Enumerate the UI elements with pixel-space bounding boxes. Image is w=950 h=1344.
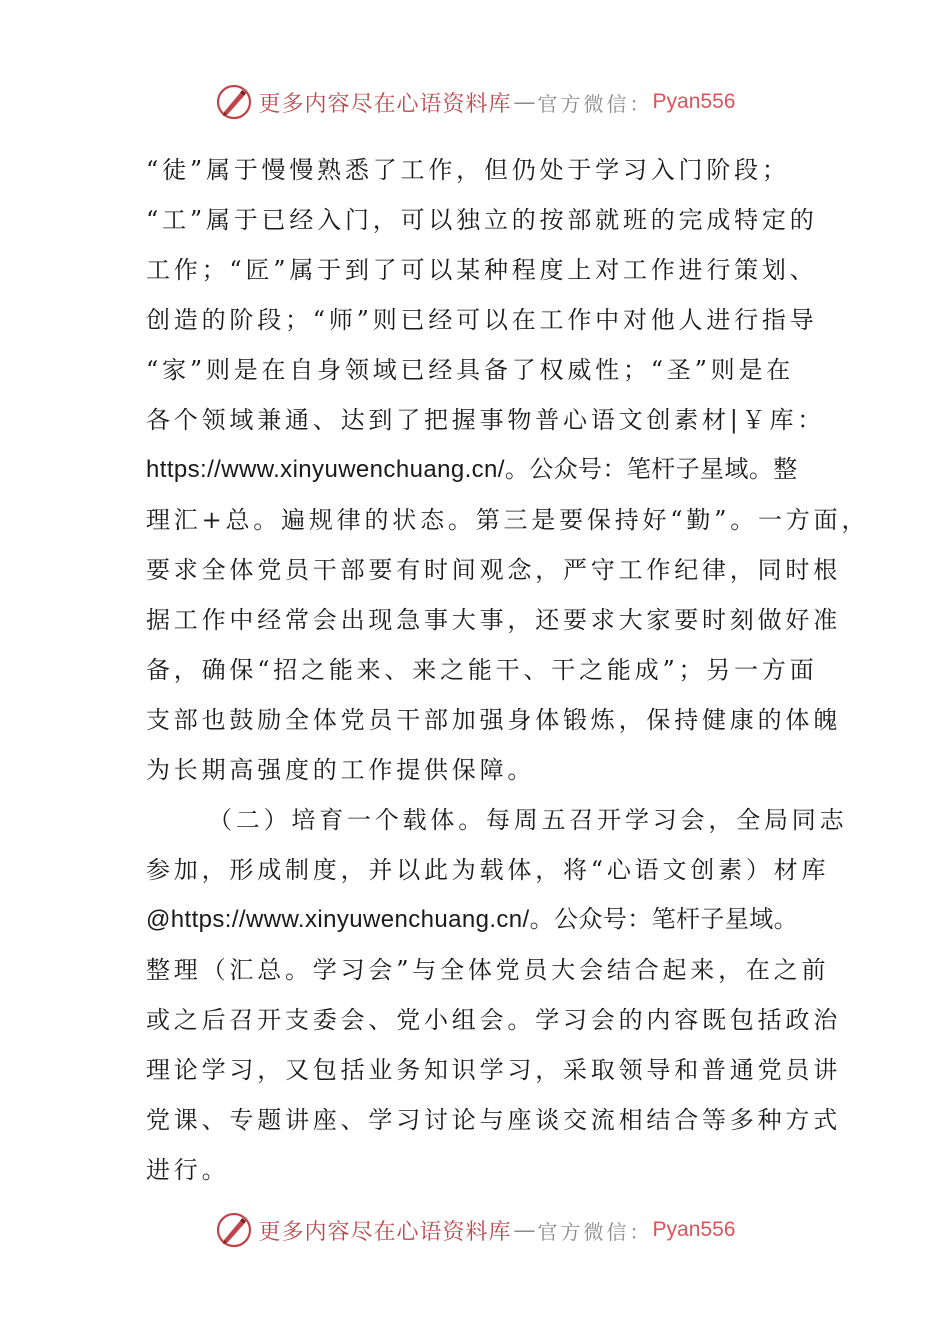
- header-wechat-label: 官方微信：: [537, 91, 653, 116]
- body-line: 整理（汇总。学习会”与全体党员大会结合起来，在之前: [146, 956, 830, 984]
- body-line: 参加，形成制度，并以此为载体，将“心语文创素）材库: [146, 856, 830, 884]
- pen-logo-icon: [215, 83, 253, 121]
- body-line: 支部也鼓励全体党员干部加强身体锻炼，保持健康的体魄: [146, 706, 841, 734]
- body-line: 进行。: [146, 1156, 230, 1184]
- header-separator: —: [513, 89, 536, 115]
- body-line-url: @https://www.xinyuwenchuang.cn/。公众号：笔杆子星域。: [146, 906, 799, 933]
- body-line: 要求全体党员干部要有时间观念，严守工作纪律，同时根: [146, 556, 841, 584]
- header-banner: [0, 80, 950, 124]
- section-heading-line: （二）培育一个载体。每周五召开学习会，全局同志: [208, 806, 848, 834]
- body-line-url: https://www.xinyuwenchuang.cn/。公众号：笔杆子星域。整: [146, 456, 798, 483]
- body-line: 理论学习，又包括业务知识学习，采取领导和普通党员讲: [146, 1056, 841, 1084]
- body-line: 创造的阶段；“师”则已经可以在工作中对他人进行指导: [146, 306, 818, 334]
- body-line: 为长期高强度的工作提供保障。: [146, 756, 536, 784]
- footer-wechat-label: 官方微信：: [537, 1219, 653, 1244]
- body-line: 备，确保“招之能来、来之能干、干之能成”；另一方面: [146, 656, 818, 684]
- pen-logo-icon: [215, 1211, 253, 1249]
- body-line: 理汇+总。遍规律的状态。第三是要保持好“勤”。一方面，: [146, 506, 870, 534]
- footer-slogan: 更多内容尽在心语资料库: [258, 1219, 512, 1245]
- body-line: 党课、专题讲座、学习讨论与座谈交流相结合等多种方式: [146, 1106, 841, 1134]
- header-slogan: 更多内容尽在心语资料库: [258, 91, 512, 117]
- body-line: 或之后召开支委会、党小组会。学习会的内容既包括政治: [146, 1006, 841, 1034]
- body-line: “工”属于已经入门，可以独立的按部就班的完成特定的: [146, 206, 818, 234]
- body-line: 各个领域兼通、达到了把握事物普心语文创素材|￥库：: [146, 406, 826, 434]
- body-line: “徒”属于慢慢熟悉了工作，但仍处于学习入门阶段；: [146, 156, 790, 184]
- body-line: 工作；“匠”属于到了可以某种程度上对工作进行策划、: [146, 256, 818, 284]
- body-line: 据工作中经常会出现急事大事，还要求大家要时刻做好准: [146, 606, 841, 634]
- footer-wechat-id: Pyan556: [652, 1218, 736, 1241]
- header-wechat-id: Pyan556: [652, 90, 736, 113]
- footer-separator: —: [513, 1217, 536, 1243]
- body-line: “家”则是在自身领域已经具备了权威性；“圣”则是在: [146, 356, 795, 384]
- document-body: [146, 145, 870, 1195]
- footer-banner: [0, 1208, 950, 1252]
